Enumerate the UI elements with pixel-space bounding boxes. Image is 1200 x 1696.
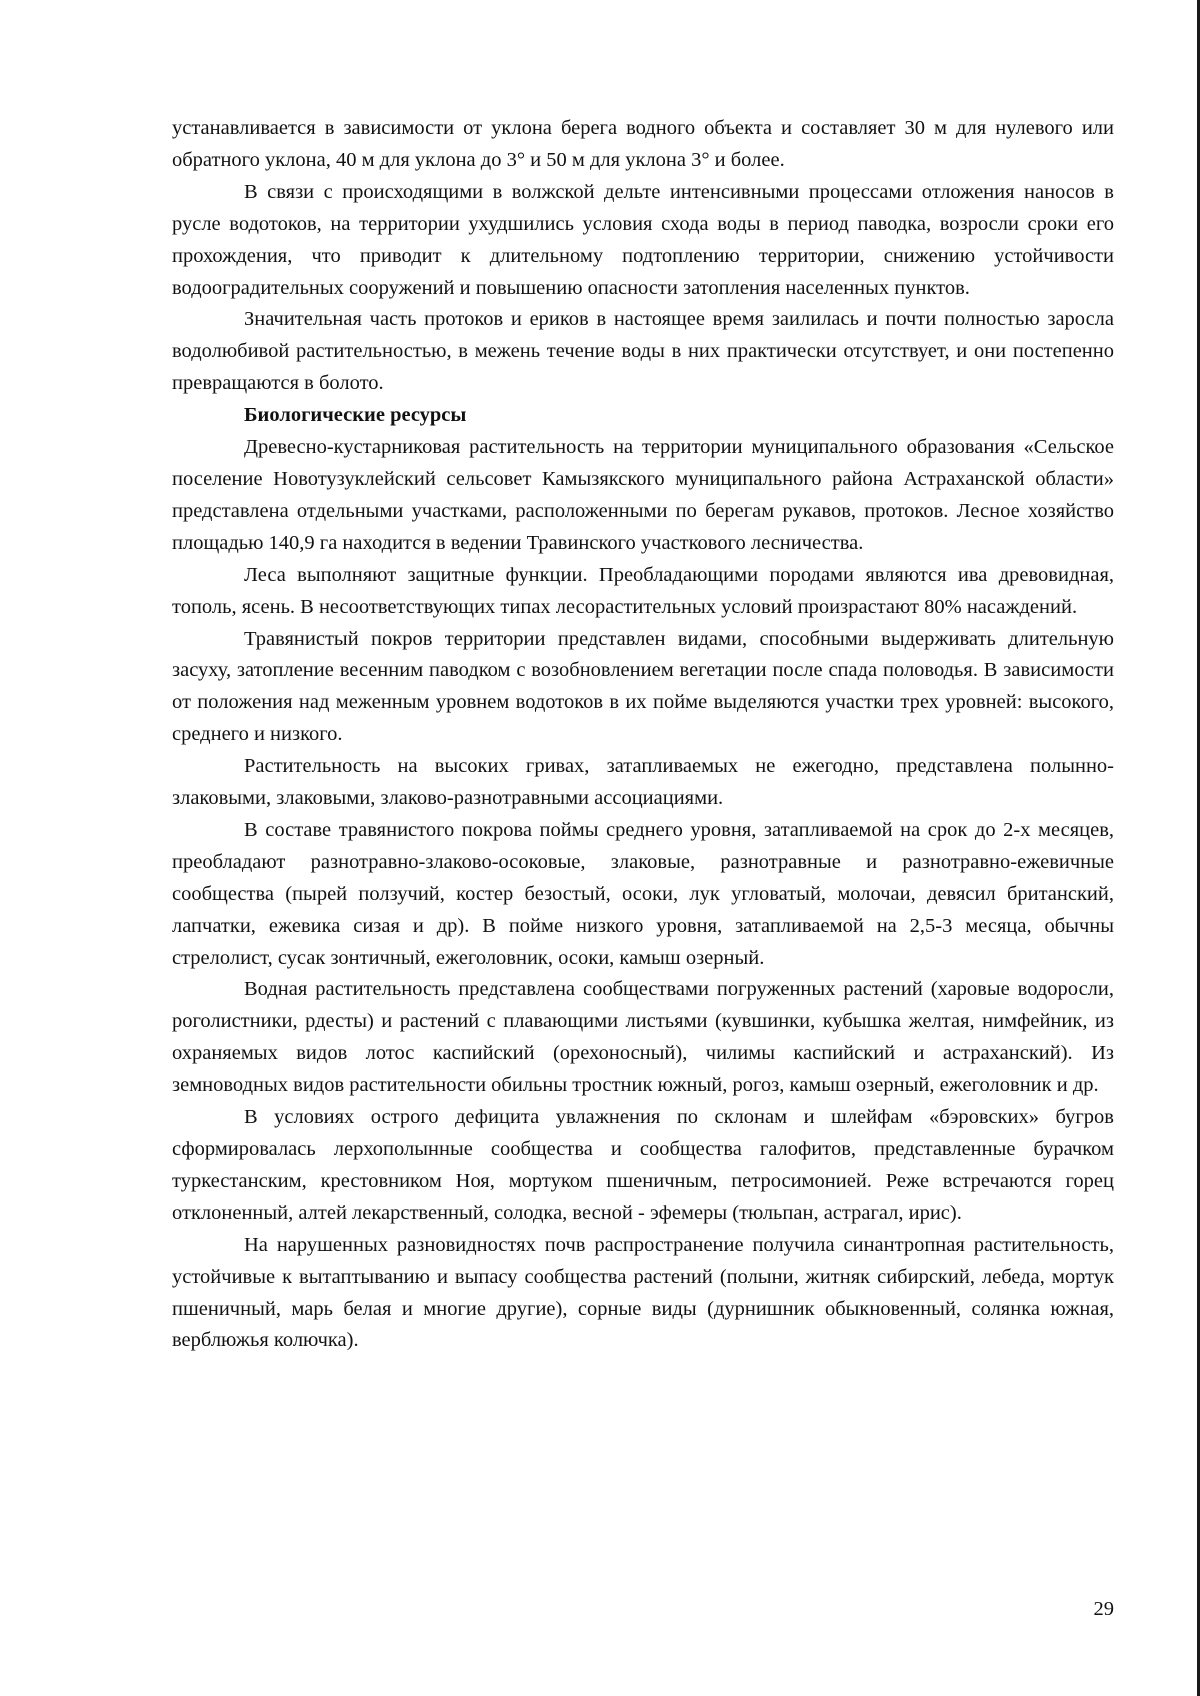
- paragraph-baer-knolls: В условиях острого дефицита увлажнения по склонам и шлейфам «бэровских» бугров сформировалась лерхополынные сообщества и сообщества галофитов, представленные бурачком туркестанским, крестовником Ноя, мортуком пшеничным, петросимонией. Реже встречаются горец отклоненный, алтей лекарственный, солодка, весной - эфемеры (тюльпан, астрагал, ирис).: [172, 1106, 1114, 1224]
- paragraph-forest-functions: Леса выполняют защитные функции. Преобладающими породами являются ива древовидная, тополь, ясень. В несоответствующих типах лесорастительных условий произрастают 80% насаждений.: [172, 563, 1114, 618]
- document-body: [172, 113, 1114, 1357]
- page-number: 29: [1093, 1598, 1114, 1620]
- paragraph-woody-vegetation: Древесно-кустарниковая растительность на территории муниципального образования «Сельское поселение Новотузуклейский сельсовет Камызякского муниципального района Астраханской области» представлена отдельными участками, расположенными по берегам рукавов, протоков. Лесное хозяйство площадью 140,9 га находится в ведении Травинского участкового лесничества.: [172, 436, 1114, 554]
- paragraph-continuation: устанавливается в зависимости от уклона берега водного объекта и составляет 30 м для нулевого или обратного уклона, 40 м для уклона до 3° и 50 м для уклона 3° и более.: [172, 117, 1114, 171]
- paragraph-high-ridges: Растительность на высоких гривах, затапливаемых не ежегодно, представлена полынно-злаковыми, злаковыми, злаково-разнотравными ассоциациями.: [172, 755, 1114, 810]
- paragraph-silted-channels: Значительная часть протоков и ериков в настоящее время заилилась и почти полностью заросла водолюбивой растительностью, в межень течение воды в них практически отсутствует, и они постепенно превращаются в болото.: [172, 308, 1114, 395]
- paragraph-flood-conditions: В связи с происходящими в волжской дельте интенсивными процессами отложения наносов в русле водотоков, на территории ухудшились условия схода воды в период паводка, возросли сроки его прохождения, что приводит к длительному подтоплению территории, снижению устойчивости водооградительных сооружений и повышению опасности затопления населенных пунктов.: [172, 180, 1114, 299]
- paragraph-aquatic-vegetation: Водная растительность представлена сообществами погруженных растений (харовые водоросли, роголистники, рдесты) и растений с плавающими листьями (кувшинки, кубышка желтая, нимфейник, из охраняемых видов лотос каспийский (орехоносный), чилимы каспийский и астраханский). Из земноводных видов растительности обильны тростник южный, рогоз, камыш озерный, ежеголовник и др.: [172, 978, 1114, 1097]
- paragraph-synanthropic-vegetation: На нарушенных разновидностях почв распространение получила синантропная растительность, устойчивые к вытаптыванию и выпасу сообщества растений (полыни, житняк сибирский, лебеда, мортук пшеничный, марь белая и многие другие), сорные виды (дурнишник обыкновенный, солянка южная, верблюжья колючка).: [172, 1233, 1114, 1352]
- paragraph-herbaceous-cover: Травянистый покров территории представлен видами, способными выдерживать длительную засуху, затопление весенним паводком с возобновлением вегетации после спада половодья. В зависимости от положения над меженным уровнем водотоков в их пойме выделяются участки трех уровней: высокого, среднего и низкого.: [172, 627, 1114, 746]
- section-heading-biological-resources: Биологические ресурсы: [244, 404, 467, 427]
- paragraph-floodplain-levels: В составе травянистого покрова поймы среднего уровня, затапливаемой на срок до 2-х месяцев, преобладают разнотравно-злаково-осоковые, злаковые, разнотравные и разнотравно-ежевичные сообщества (пырей ползучий, костер безостый, осоки, лук угловатый, молочаи, девясил британский, лапчатки, ежевика сизая и др). В пойме низкого уровня, затапливаемой на 2,5-3 месяца, обычны стрелолист, сусак зонтичный, ежеголовник, осоки, камыш озерный.: [172, 818, 1114, 969]
